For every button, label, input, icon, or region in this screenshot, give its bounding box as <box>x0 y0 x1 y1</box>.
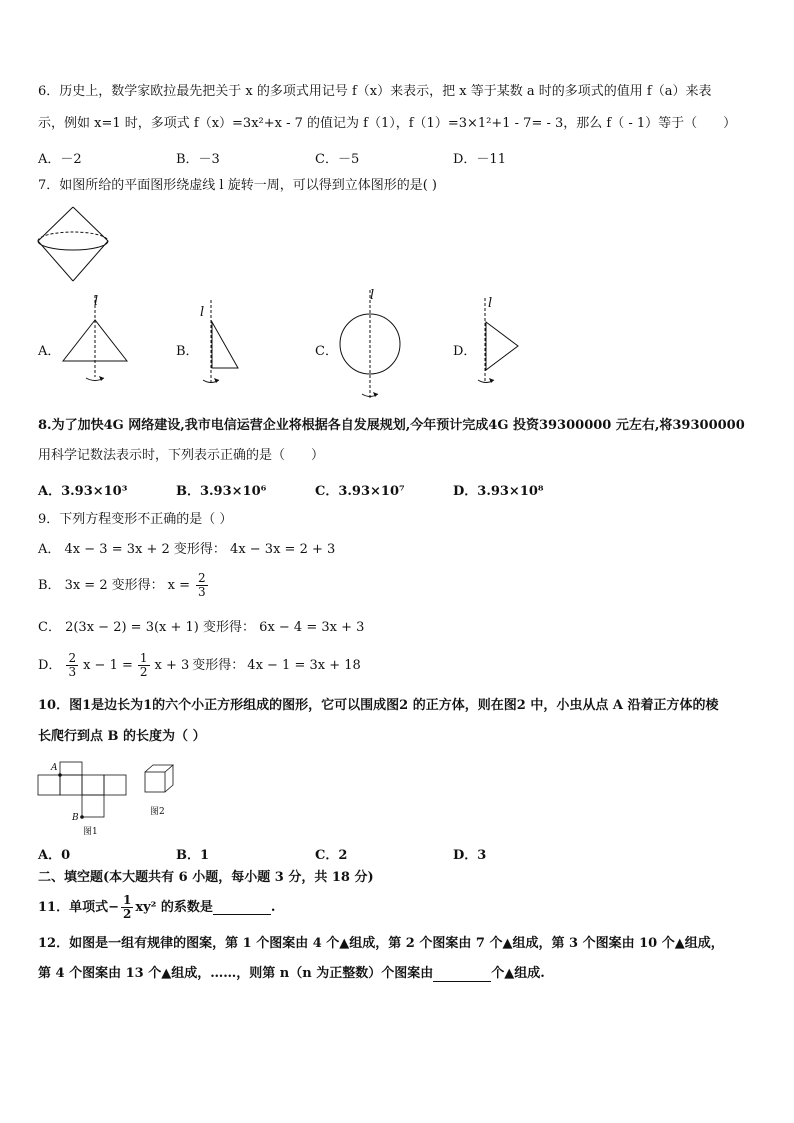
figure-2-caption: 图2 <box>150 807 165 817</box>
q9-d-term-1: x − 1 = <box>83 657 133 673</box>
q9-b-fraction: $\frac{2}{3}$ <box>197 571 206 599</box>
right-triangle-figure-b <box>200 300 250 390</box>
q9-c-left: 2(3x − 2) = 3(x + 1) <box>65 620 199 635</box>
double-cone-figure <box>36 205 112 285</box>
q7-option-d: D． <box>453 344 477 359</box>
q8-line1: 8.为了加快4G 网络建设,我市电信运营企业将根据各自发展规划,今年预计完成4G 投资39300000 元左右,将39300000 <box>38 418 745 433</box>
q9-d-term-2: x + 3 <box>154 657 190 673</box>
q12-answer-blank[interactable] <box>433 967 491 982</box>
q9-option-a <box>38 542 335 558</box>
axis-label-d: l <box>488 296 493 311</box>
q11-prefix: 11．单项式− <box>38 899 119 915</box>
q11-answer-blank[interactable] <box>213 900 271 915</box>
q9-d-mid: 变形得： <box>192 657 245 673</box>
q7-option-c: C． <box>315 344 338 359</box>
q10-line1: 10．图1是边长为1的六个小正方形组成的图形，它可以围成图2 的正方体，则在图2 中，小虫从点 A 沿着正方体的棱 <box>38 698 719 713</box>
triangle-figure-a <box>60 295 130 390</box>
q9-b-left: 3x = 2 <box>64 577 108 593</box>
q8-option-b: B．3.93×10⁶ <box>176 484 267 499</box>
q12-line2 <box>38 966 545 982</box>
q6-option-b: B．－3 <box>176 152 220 167</box>
q12-line2-prefix: 第 4 个图案由 13 个▲组成，……，则第 n（n 为正整数）个图案由 <box>38 966 434 981</box>
q9-option-b <box>38 572 210 599</box>
q12-line1: 12．如图是一组有规律的图案，第 1 个图案由 4 个▲组成，第 2 个图案由 7 个▲组成，第 3 个图案由 10 个▲组成， <box>38 936 724 951</box>
q6-option-a: A．－2 <box>38 152 82 167</box>
q11-suffix: xy² 的系数是 <box>135 899 213 915</box>
q6-option-d: D．－11 <box>453 152 506 167</box>
q12-line2-suffix: 个▲组成. <box>491 966 545 981</box>
q9-a-label: A． <box>38 542 61 557</box>
q9-stem: 9．下列方程变形不正确的是（ ） <box>38 512 233 527</box>
figure-1-caption: 图1 <box>83 827 98 837</box>
point-a-label: A <box>51 763 58 773</box>
q9-d-fraction-1: $\frac{2}{3}$ <box>68 651 77 679</box>
circle-figure-c <box>335 290 407 405</box>
q9-c-mid: 变形得： <box>203 620 256 635</box>
q7-option-b: B． <box>176 344 199 359</box>
q9-option-c <box>38 620 364 636</box>
axis-label-c: l <box>370 288 375 303</box>
q9-a-left: 4x − 3 = 3x + 2 <box>64 542 170 557</box>
axis-label-b: l <box>200 305 205 320</box>
q6-line2: 示，例如 x=1 时，多项式 f（x）=3x²+x - 7 的值记为 f（1），f（1）=3×1²+1 - 7= - 3，那么 f（ - 1）等于（ ） <box>38 116 737 131</box>
q9-d-right: 4x − 1 = 3x + 18 <box>247 657 361 673</box>
axis-label-a: l <box>94 294 99 309</box>
q9-d-label: D． <box>38 657 62 673</box>
q7-stem: 7．如图所给的平面图形绕虚线 l 旋转一周，可以得到立体图形的是( ) <box>38 178 437 193</box>
q11-fraction: $\frac{1}{2}$ <box>122 893 132 921</box>
q6-line1: 6．历史上，数学家欧拉最先把关于 x 的多项式用记号 f（x）来表示，把 x 等于某数 a 时的多项式的值用 f（a）来表 <box>38 84 712 99</box>
point-b-label: B <box>72 813 79 823</box>
q11-end: . <box>270 899 276 915</box>
q9-c-right: 6x − 4 = 3x + 3 <box>259 620 365 635</box>
q10-option-d: D．3 <box>453 848 487 863</box>
q11 <box>38 894 275 921</box>
q10-option-c: C．2 <box>315 848 348 863</box>
q9-a-mid: 变形得： <box>173 542 226 557</box>
q8-option-d: D．3.93×10⁸ <box>453 484 544 499</box>
q10-line2: 长爬行到点 B 的长度为（ ） <box>38 729 206 744</box>
q10-option-a: A．0 <box>38 848 71 863</box>
cube-figure-2 <box>144 764 176 796</box>
q10-option-b: B．1 <box>176 848 210 863</box>
q9-a-right: 4x − 3x = 2 + 3 <box>230 542 336 557</box>
q9-option-d <box>38 652 361 679</box>
q6-option-c: C．－5 <box>315 152 360 167</box>
q9-b-lhs: x = <box>167 577 190 593</box>
q9-b-label: B． <box>38 577 61 593</box>
q9-b-mid: 变形得： <box>111 577 164 593</box>
q7-option-a: A． <box>38 344 61 359</box>
q8-option-a: A．3.93×10³ <box>38 484 128 499</box>
q8-option-c: C．3.93×10⁷ <box>315 484 405 499</box>
section-2-heading: 二、填空题(本大题共有 6 小题，每小题 3 分，共 18 分) <box>38 870 374 885</box>
q9-c-label: C． <box>38 620 61 635</box>
triangle-figure-d <box>476 298 526 390</box>
q8-line2: 用科学记数法表示时，下列表示正确的是（ ） <box>38 448 325 463</box>
q9-d-fraction-2: $\frac{1}{2}$ <box>139 651 148 679</box>
